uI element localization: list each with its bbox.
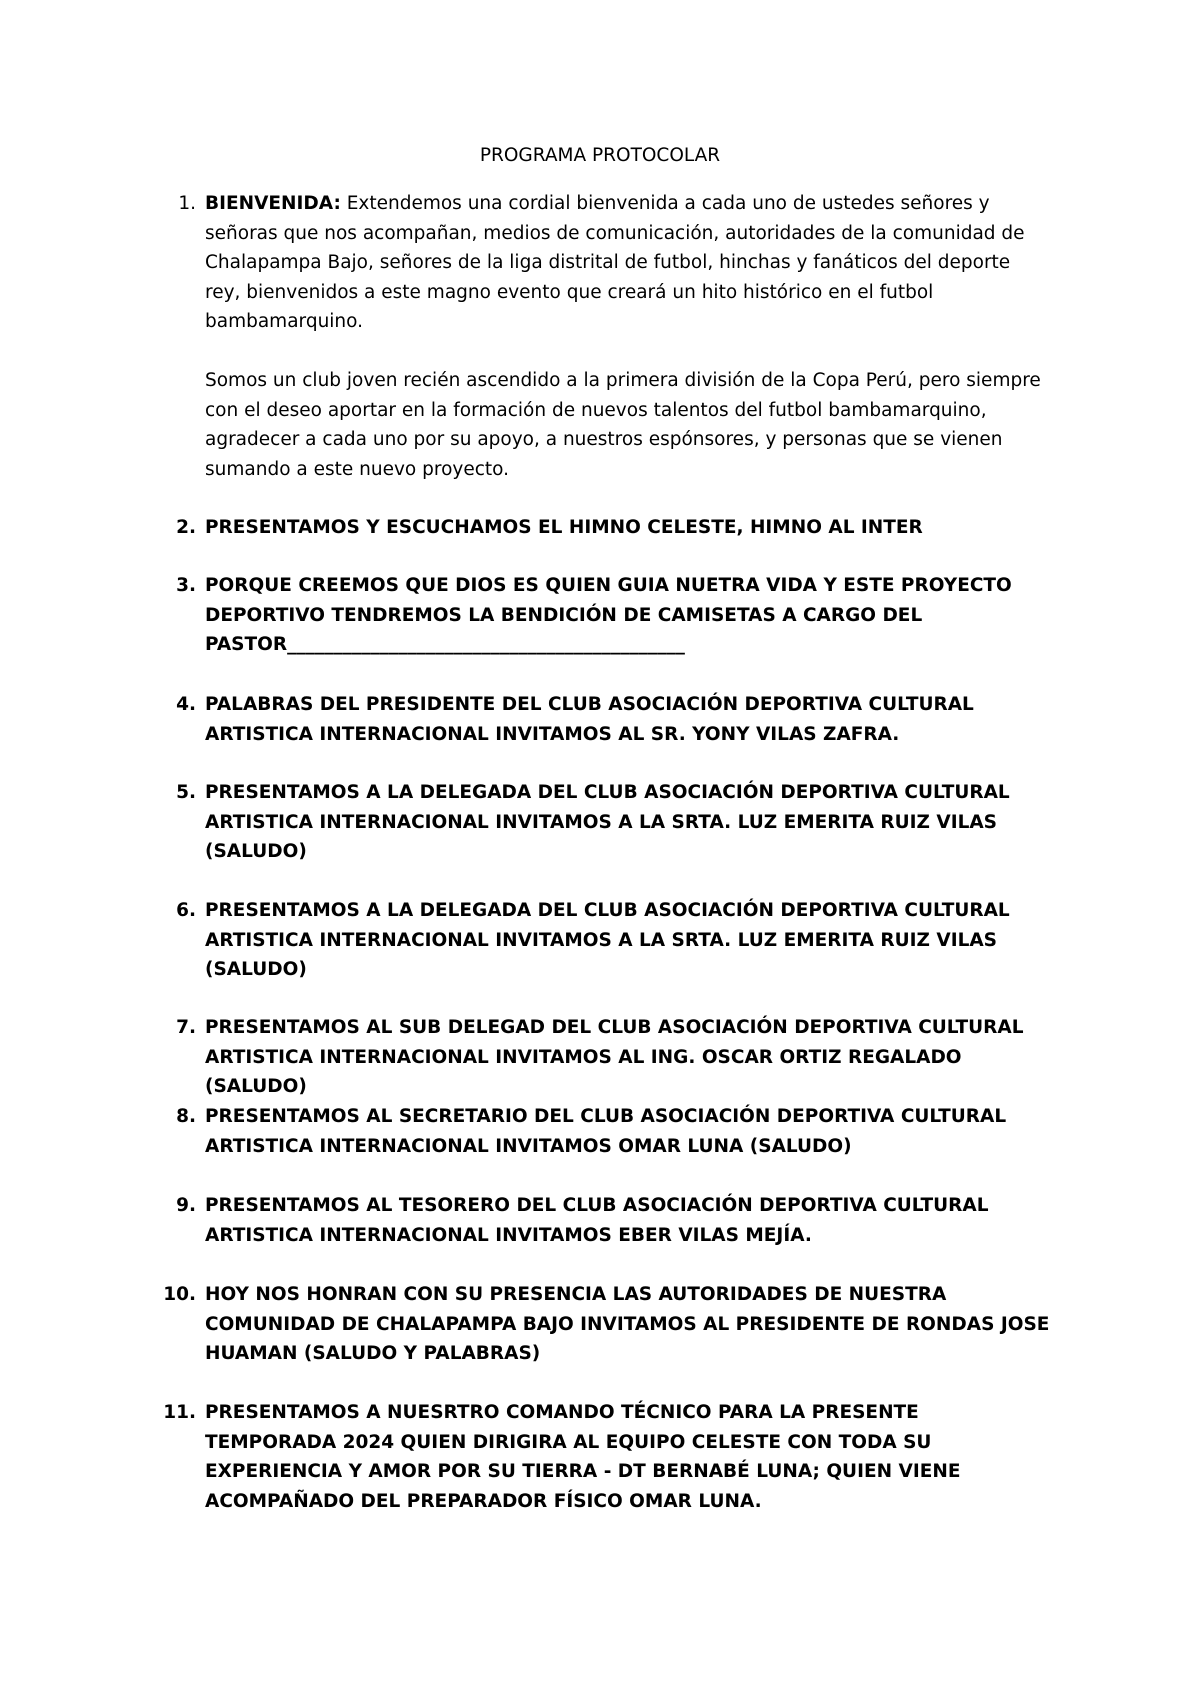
list-item-4	[176, 690, 1050, 749]
item-text: PORQUE CREEMOS QUE DIOS ES QUIEN GUIA NUETRA VIDA Y ESTE PROYECTO DEPORTIVO TENDREMOS LA BENDICIÓN DE CAMISETAS A CARGO DEL PASTOR___________________________________________	[205, 575, 1012, 655]
item-number: 9.	[176, 1195, 196, 1216]
list-item-2	[176, 513, 1050, 543]
item-text: PRESENTAMOS AL SECRETARIO DEL CLUB ASOCIACIÓN DEPORTIVA CULTURAL ARTISTICA INTERNACIONAL INVITAMOS OMAR LUNA (SALUDO)	[205, 1106, 1007, 1157]
item-text: PALABRAS DEL PRESIDENTE DEL CLUB ASOCIACIÓN DEPORTIVA CULTURAL ARTISTICA INTERNACIONAL INVITAMOS AL SR. YONY VILAS ZAFRA.	[205, 694, 974, 745]
document-title: PROGRAMA PROTOCOLAR	[479, 145, 721, 166]
list-item-9	[176, 1191, 1050, 1250]
item-number: 4.	[176, 694, 196, 715]
item-text: PRESENTAMOS A NUESRTRO COMANDO TÉCNICO PARA LA PRESENTE TEMPORADA 2024 QUIEN DIRIGIRA AL EQUIPO CELESTE CON TODA SU EXPERIENCIA Y AMOR POR SU TIERRA - DT BERNABÉ LUNA; QUIEN VIENE ACOMPAÑADO DEL PREPARADOR FÍSICO OMAR LUNA.	[205, 1402, 961, 1512]
item-text: PRESENTAMOS A LA DELEGADA DEL CLUB ASOCIACIÓN DEPORTIVA CULTURAL ARTISTICA INTERNACIONAL INVITAMOS A LA SRTA. LUZ EMERITA RUIZ VILAS (SALUDO)	[205, 782, 1010, 862]
list-item-7	[176, 1013, 1050, 1102]
item-number: 7.	[176, 1017, 196, 1038]
list-item-6	[176, 896, 1050, 985]
item-number: 1.	[178, 193, 196, 214]
list-item-3	[176, 571, 1050, 660]
list-item-8	[176, 1102, 1050, 1161]
item-number: 6.	[176, 900, 196, 921]
list-item-1	[178, 189, 1050, 337]
list-item-1-paragraph-2	[205, 366, 1050, 484]
list-item-11	[163, 1398, 1050, 1516]
item-body: Extendemos una cordial bienvenida a cada uno de ustedes señores y señoras que nos acompañan, medios de comunicación, autoridades de la comunidad de Chalapampa Bajo, señores de la liga distrital de futbol, hinchas y fanáticos del deporte rey, bienvenidos a este magno evento que creará un hito histórico en el futbol bambamarquino.	[205, 193, 1025, 332]
item-text: PRESENTAMOS AL TESORERO DEL CLUB ASOCIACIÓN DEPORTIVA CULTURAL ARTISTICA INTERNACIONAL INVITAMOS EBER VILAS MEJÍA.	[205, 1195, 989, 1246]
list-item-10	[163, 1280, 1050, 1369]
item-text: PRESENTAMOS Y ESCUCHAMOS EL HIMNO CELESTE, HIMNO AL INTER	[205, 517, 923, 538]
item-text: HOY NOS HONRAN CON SU PRESENCIA LAS AUTORIDADES DE NUESTRA COMUNIDAD DE CHALAPAMPA BAJO INVITAMOS AL PRESIDENTE DE RONDAS JOSE HUAMAN (SALUDO Y PALABRAS)	[205, 1284, 1050, 1364]
item-text: PRESENTAMOS A LA DELEGADA DEL CLUB ASOCIACIÓN DEPORTIVA CULTURAL ARTISTICA INTERNACIONAL INVITAMOS A LA SRTA. LUZ EMERITA RUIZ VILAS (SALUDO)	[205, 900, 1010, 980]
item-paragraph: Somos un club joven recién ascendido a la primera división de la Copa Perú, pero siempre con el deseo aportar en la formación de nuevos talentos del futbol bambamarquino, agradecer a cada uno por su apoyo, a nuestros espónsores, y personas que se vienen sumando a este nuevo proyecto.	[205, 370, 1041, 480]
item-text	[205, 189, 1050, 337]
item-number: 10.	[163, 1284, 196, 1305]
item-number: 5.	[176, 782, 196, 803]
list-item-5	[176, 778, 1050, 867]
item-number: 8.	[176, 1106, 196, 1127]
item-number: 2.	[176, 517, 196, 538]
item-number: 3.	[176, 575, 196, 596]
item-number: 11.	[163, 1402, 196, 1423]
item-bold-lead: BIENVENIDA:	[205, 193, 341, 214]
item-text: PRESENTAMOS AL SUB DELEGAD DEL CLUB ASOCIACIÓN DEPORTIVA CULTURAL ARTISTICA INTERNACIONAL INVITAMOS AL ING. OSCAR ORTIZ REGALADO (SALUDO)	[205, 1017, 1024, 1097]
